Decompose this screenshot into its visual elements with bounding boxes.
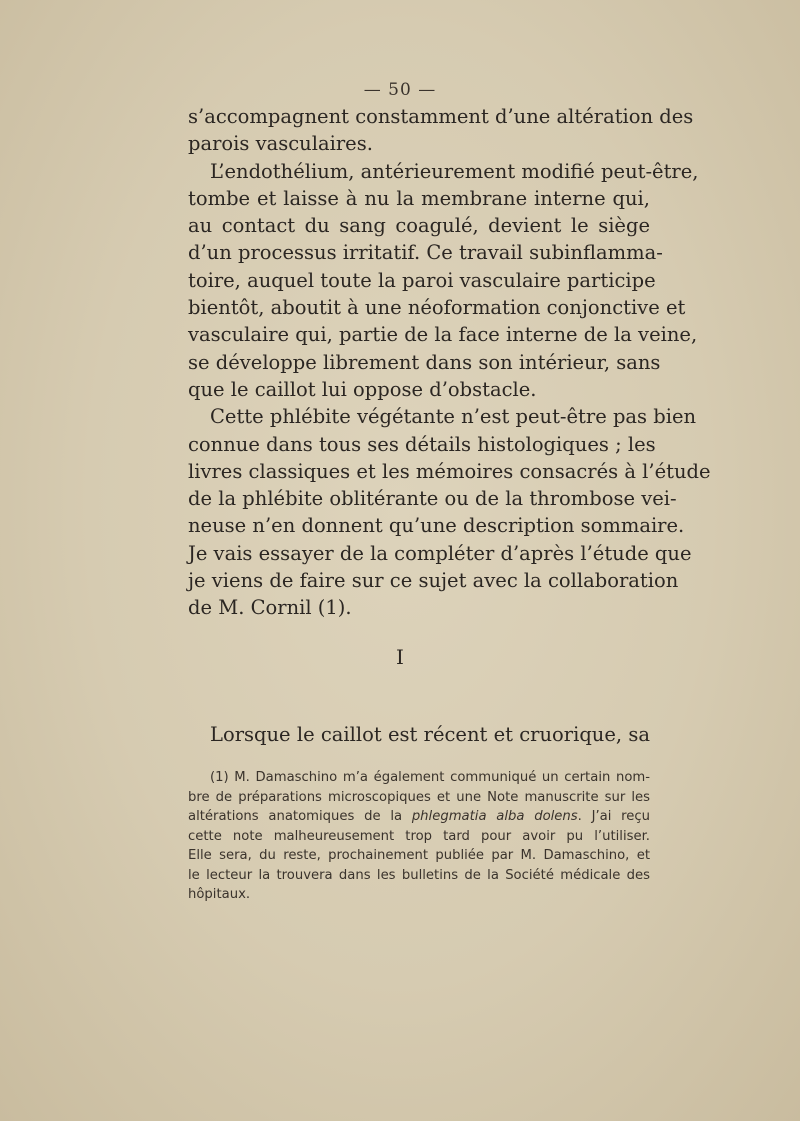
body-line: Lorsque le caillot est récent et cruorique, sa (210, 723, 650, 746)
body-line: au contact du sang coagulé, devient le siège (188, 214, 650, 238)
footnote-text: . J’ai reçu (577, 809, 650, 824)
body-line: parois vasculaires. (188, 132, 373, 156)
body-line: que le caillot lui oppose d’obstacle. (188, 377, 537, 401)
footnote-line: le lecteur la trouvera dans les bulletins de la Société médicale des (188, 867, 650, 883)
body-line: Je vais essayer de la compléter d’après l’étude que (188, 541, 692, 565)
body-line: tombe et laisse à nu la membrane interne qui, (188, 186, 650, 210)
body-line: bientôt, aboutit à une néoformation conjonctive et (188, 296, 686, 320)
footnote-text: altérations anatomiques de la (188, 809, 412, 824)
body-line: Cette phlébite végétante n’est peut-être pas bien (210, 405, 697, 429)
body-line: je viens de faire sur ce sujet avec la collaboration (188, 569, 679, 593)
footnote-line (188, 807, 650, 827)
footnote-line: Elle sera, du reste, prochainement publiée par M. Damaschino, et (188, 848, 650, 863)
body-line: connue dans tous ses détails histologiques ; les (188, 432, 656, 456)
footnote-line: (1) M. Damaschino m’a également communiqué un certain nom- (210, 770, 650, 785)
body-line: de la phlébite oblitérante ou de la thrombose vei- (188, 487, 677, 511)
body-line: L’endothélium, antérieurement modifié peut-être, (210, 159, 699, 183)
body-line: neuse n’en donnent qu’une description sommaire. (188, 514, 685, 538)
body-line: toire, auquel toute la paroi vasculaire participe (188, 268, 656, 292)
body-line: s’accompagnent constamment d’une altération des (188, 105, 694, 128)
body-line: livres classiques et les mémoires consacrés à l’étude (188, 459, 711, 483)
section-heading: I (396, 645, 404, 669)
body-line: d’un processus irritatif. Ce travail subinflamma- (188, 241, 663, 265)
page-number: — 50 — (363, 80, 437, 100)
footnote-line: bre de préparations microscopiques et une Note manuscrite sur les (188, 789, 650, 805)
footnote-italic-term: phlegmatia alba dolens (411, 809, 578, 824)
section-text (188, 721, 650, 748)
footnote-line: hôpitaux. (188, 887, 251, 902)
footnote (188, 768, 650, 905)
body-line: de M. Cornil (1). (188, 596, 352, 620)
footnote-line: cette note malheureusement trop tard pour avoir pu l’utiliser. (188, 828, 650, 844)
body-line: vasculaire qui, partie de la face interne de la veine, (188, 323, 698, 347)
body-line: se développe librement dans son intérieur, sans (188, 350, 661, 374)
body-text (188, 103, 711, 622)
